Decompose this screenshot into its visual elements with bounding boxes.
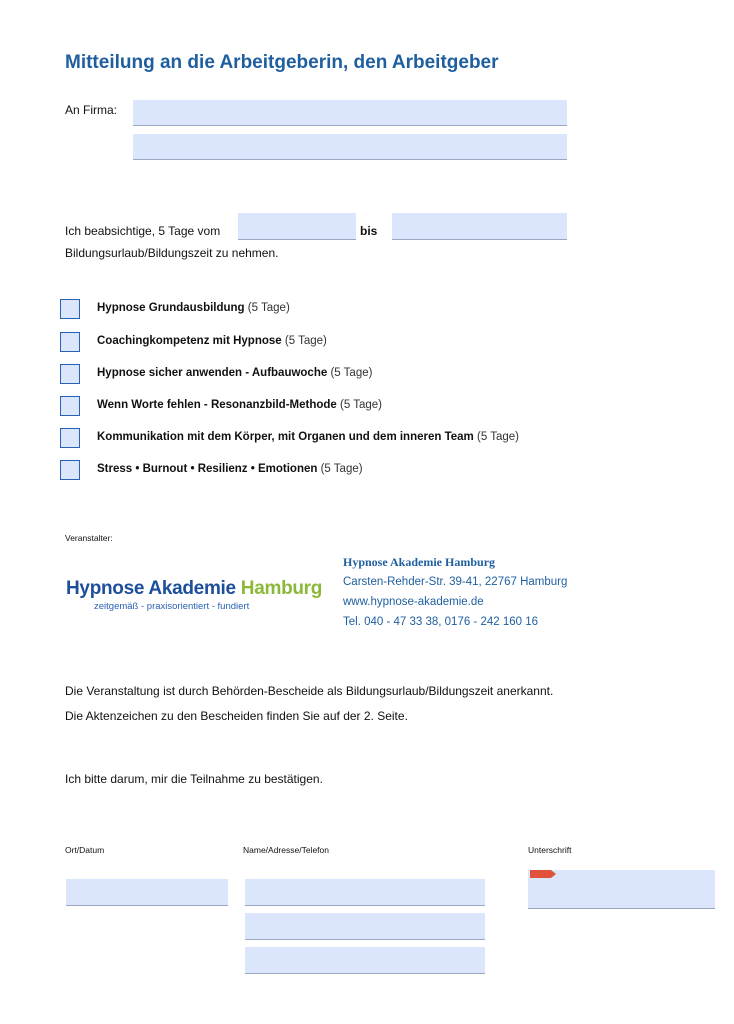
course-checkbox[interactable] — [60, 332, 80, 352]
course-label: Hypnose sicher anwenden - Aufbauwoche (5 Tage) — [97, 367, 373, 379]
course-checkbox[interactable] — [60, 396, 80, 416]
name-field-2[interactable] — [245, 913, 485, 940]
logo-word-hypnose: Hypnose — [66, 578, 145, 599]
firma-field-2[interactable] — [133, 134, 567, 160]
recognition-line1: Die Veranstaltung ist durch Behörden-Bescheide als Bildungsurlaub/Bildungszeit anerkannt. — [65, 684, 554, 698]
request-text: Ich bitte darum, mir die Teilnahme zu bestätigen. — [65, 772, 323, 786]
intro-line2: Bildungsurlaub/Bildungszeit zu nehmen. — [65, 246, 279, 260]
date-from-field[interactable] — [238, 213, 356, 240]
name-field-3[interactable] — [245, 947, 485, 974]
logo-word-akademie: Akademie — [148, 578, 236, 599]
academy-logo — [66, 578, 322, 612]
logo-word-hamburg: Hamburg — [240, 578, 323, 599]
ort-datum-label: Ort/Datum — [65, 845, 105, 855]
signature-tag-icon — [530, 870, 556, 878]
ort-datum-field[interactable] — [66, 879, 228, 906]
recognition-line2: Die Aktenzeichen zu den Bescheiden finden Sie auf der 2. Seite. — [65, 709, 408, 723]
course-label: Stress • Burnout • Resilienz • Emotionen (5 Tage) — [97, 463, 363, 475]
unterschrift-label: Unterschrift — [528, 845, 572, 855]
organizer-phone: Tel. 040 - 47 33 38, 0176 - 242 160 16 — [343, 616, 539, 628]
intro-bis: bis — [360, 224, 378, 238]
firma-label: An Firma: — [65, 103, 118, 117]
signature-field[interactable] — [528, 870, 715, 909]
course-checkbox[interactable] — [60, 364, 80, 384]
name-field-1[interactable] — [245, 879, 485, 906]
course-label: Wenn Worte fehlen - Resonanzbild-Methode (5 Tage) — [97, 399, 382, 411]
course-checkbox[interactable] — [60, 428, 80, 448]
organizer-name: Hypnose Akademie Hamburg — [343, 555, 496, 569]
organizer-info — [343, 552, 567, 632]
course-label: Hypnose Grundausbildung (5 Tage) — [97, 302, 290, 314]
organizer-web: www.hypnose-akademie.de — [343, 596, 484, 608]
date-to-field[interactable] — [392, 213, 567, 240]
firma-field-1[interactable] — [133, 100, 567, 126]
name-adresse-label: Name/Adresse/Telefon — [243, 845, 329, 855]
course-label: Coachingkompetenz mit Hypnose (5 Tage) — [97, 335, 327, 347]
logo-tagline: zeitgemäß - praxisorientiert - fundiert — [94, 601, 250, 612]
page-title: Mitteilung an die Arbeitgeberin, den Arbeitgeber — [65, 52, 499, 73]
veranstalter-label: Veranstalter: — [65, 533, 113, 543]
intro-prefix: Ich beabsichtige, 5 Tage vom — [65, 224, 221, 238]
organizer-address: Carsten-Rehder-Str. 39-41, 22767 Hamburg — [343, 576, 568, 588]
course-checkbox[interactable] — [60, 299, 80, 319]
course-checkbox[interactable] — [60, 460, 80, 480]
course-label: Kommunikation mit dem Körper, mit Organen und dem inneren Team (5 Tage) — [97, 431, 519, 443]
